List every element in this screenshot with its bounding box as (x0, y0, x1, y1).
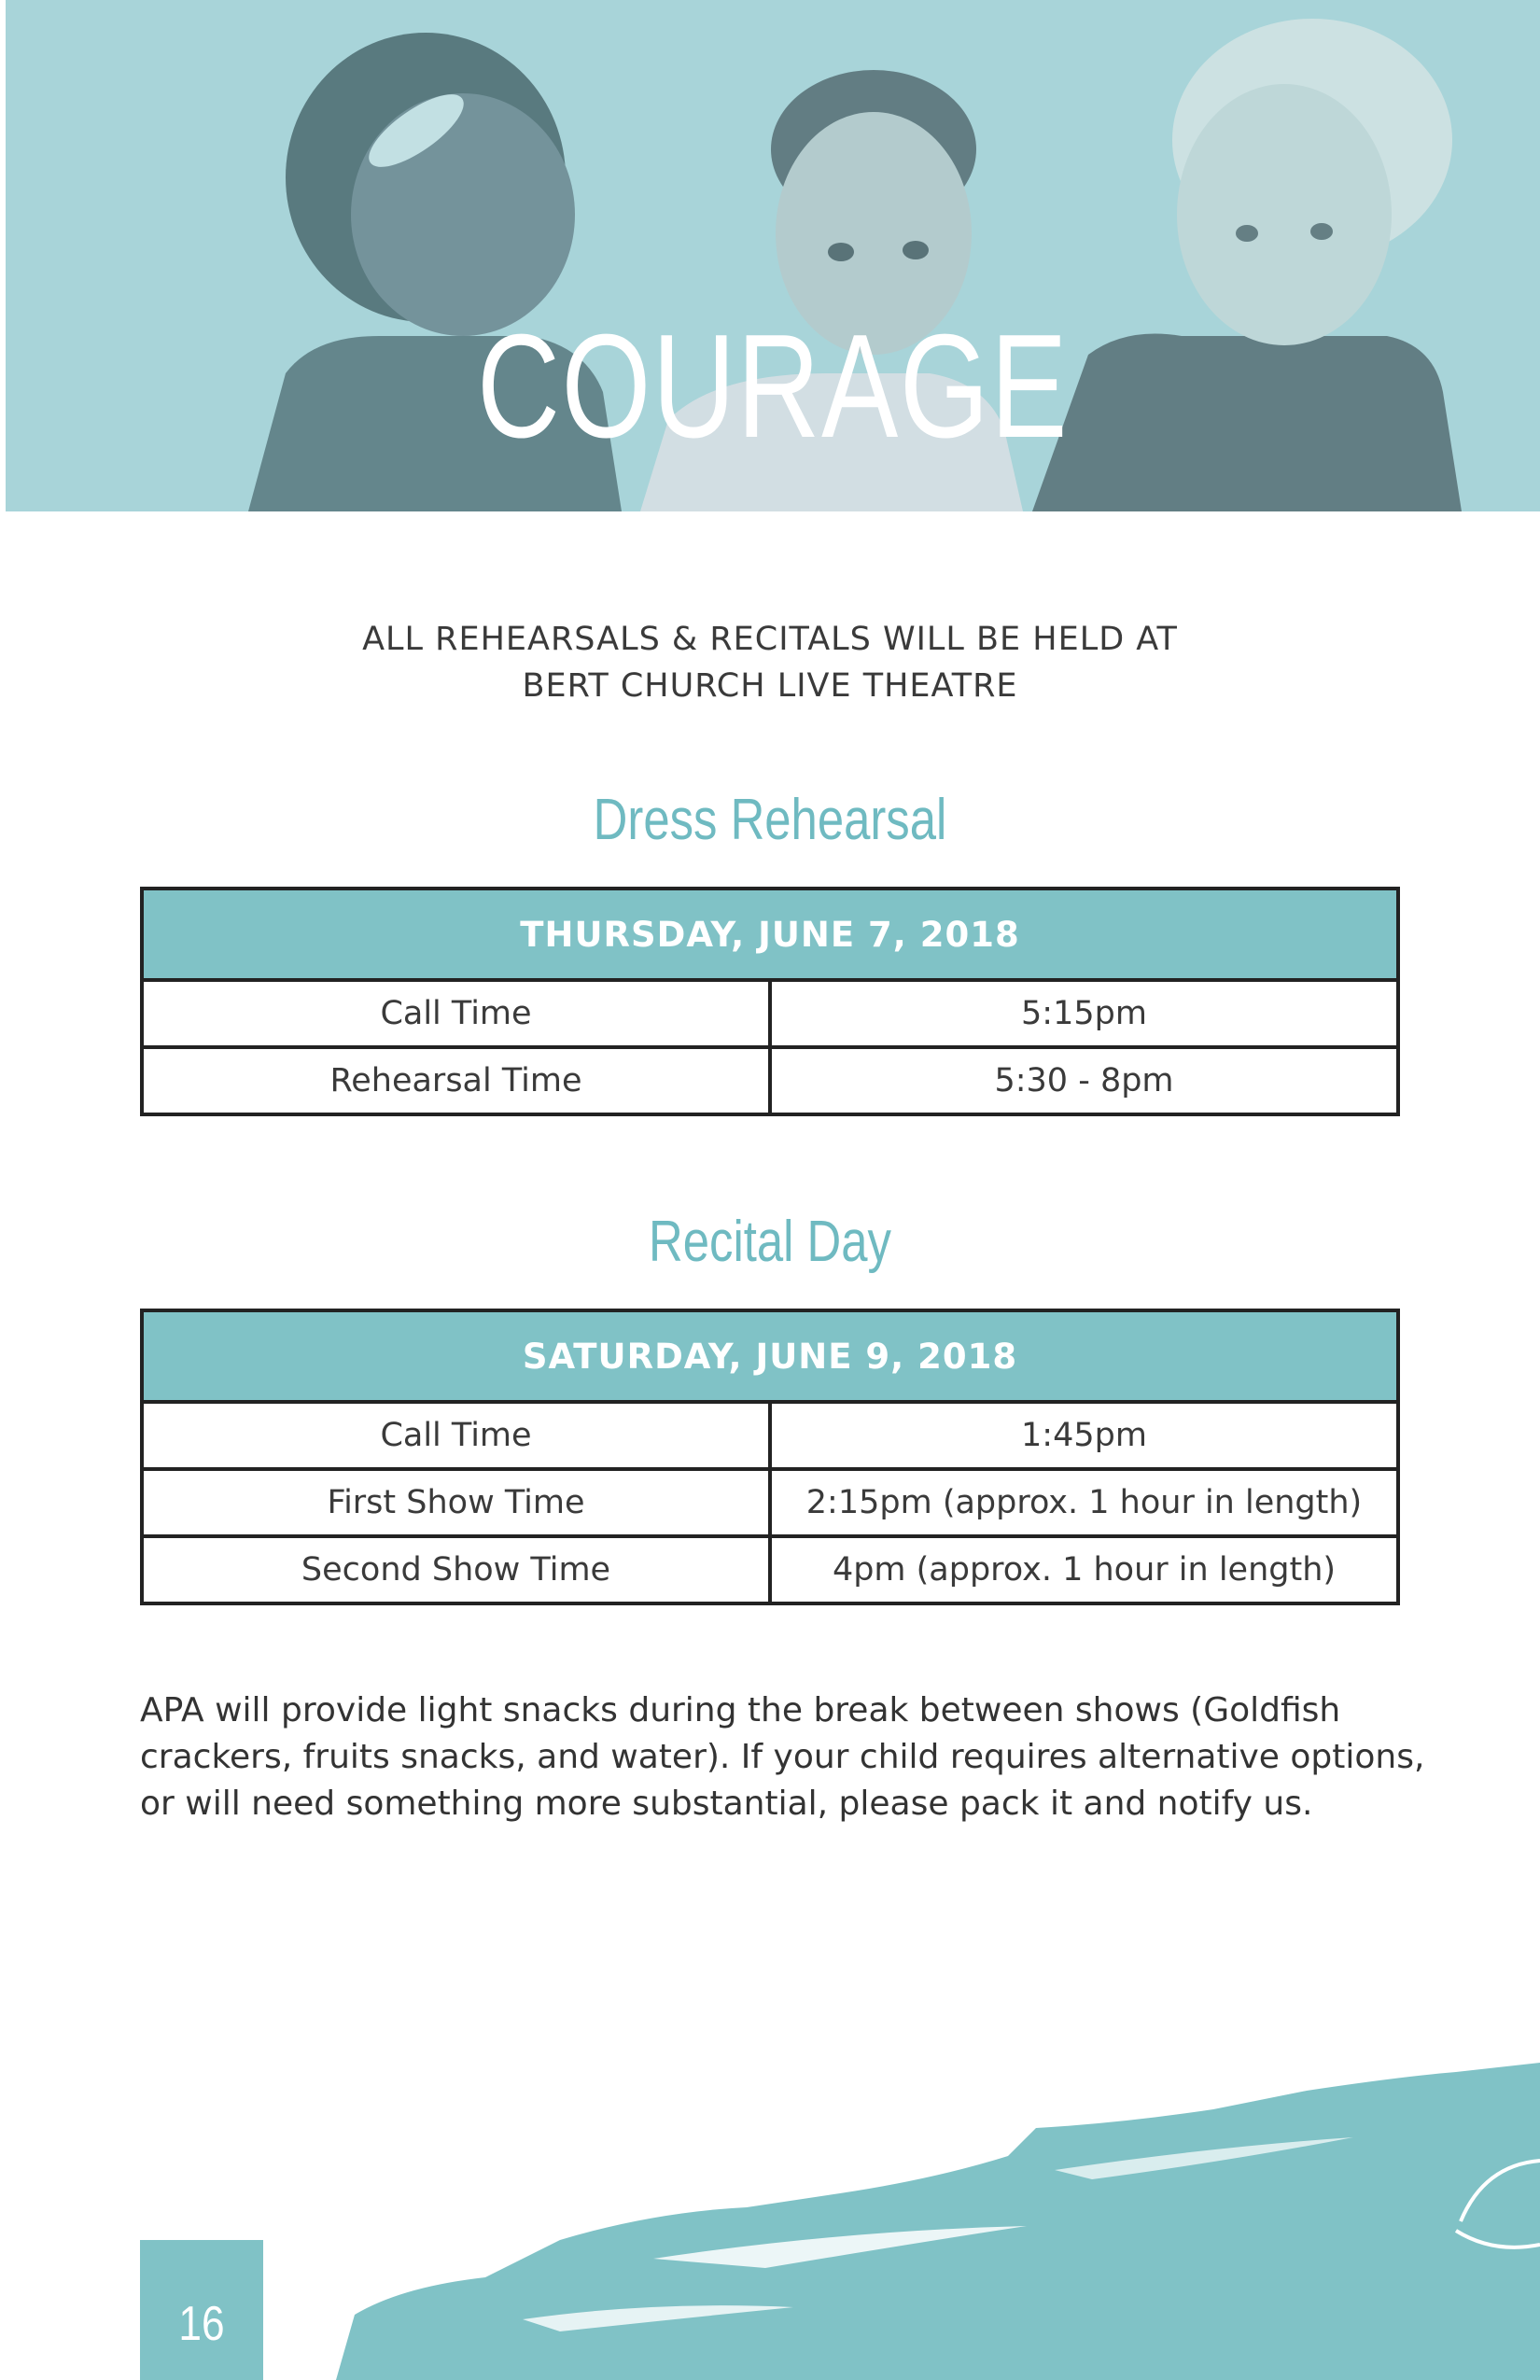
recital-day-heading: Recital Day (649, 1210, 891, 1274)
table-row (142, 1402, 1398, 1469)
table-cell-label: Call Time (142, 1402, 770, 1469)
table-cell-label: Call Time (142, 980, 770, 1047)
page-title: COURAGE (476, 304, 1070, 469)
table-cell-label: First Show Time (142, 1469, 770, 1536)
venue-notice (0, 616, 1540, 709)
snacks-note: APA will provide light snacks during the break between shows (Goldfish crackers, fruits snacks, and water). If your child requires alternative options, or will need something more substantial, please pack it and notify us. (140, 1691, 1425, 1823)
venue-notice-line-1: ALL REHEARSALS & RECITALS WILL BE HELD AT (362, 621, 1178, 658)
hero-banner (6, 0, 1540, 511)
table-cell-value: 1:45pm (770, 1402, 1398, 1469)
page-number: 16 (178, 2297, 225, 2351)
table-cell-value: 2:15pm (approx. 1 hour in length) (770, 1469, 1398, 1536)
venue-notice-line-2: BERT CHURCH LIVE THEATRE (522, 667, 1018, 705)
dress-rehearsal-heading: Dress Rehearsal (593, 788, 947, 852)
dress-rehearsal-date: THURSDAY, JUNE 7, 2018 (142, 889, 1398, 980)
table-row (142, 1047, 1398, 1114)
table-row (142, 980, 1398, 1047)
recital-day-date: SATURDAY, JUNE 9, 2018 (142, 1310, 1398, 1402)
table-row (142, 1469, 1398, 1536)
table-row (142, 1536, 1398, 1603)
table-cell-value: 5:15pm (770, 980, 1398, 1047)
page-number-box (140, 2240, 263, 2380)
table-cell-label: Second Show Time (142, 1536, 770, 1603)
recital-day-table (140, 1309, 1400, 1605)
table-cell-value: 4pm (approx. 1 hour in length) (770, 1536, 1398, 1603)
dress-rehearsal-table (140, 887, 1400, 1116)
table-cell-label: Rehearsal Time (142, 1047, 770, 1114)
table-cell-value: 5:30 - 8pm (770, 1047, 1398, 1114)
